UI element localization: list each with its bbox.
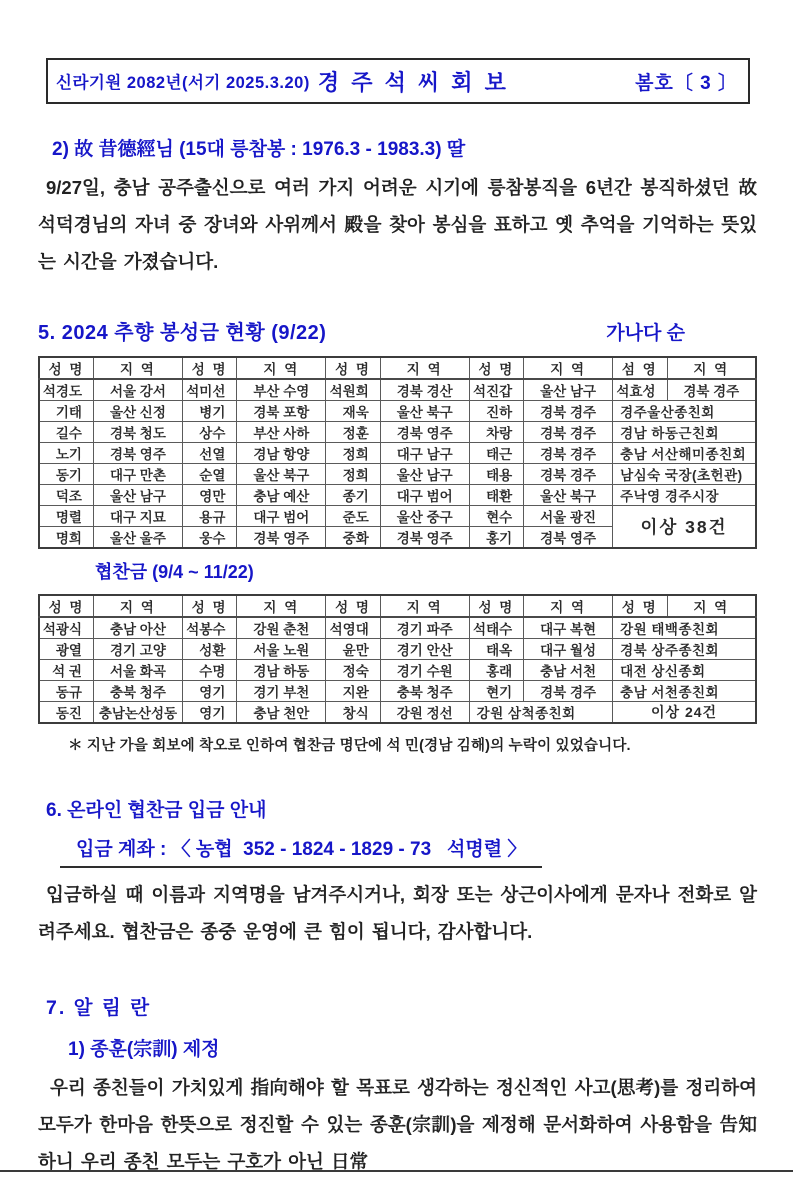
table-cell: 태근 <box>469 443 523 464</box>
section5-heading-row <box>38 316 757 345</box>
table-cell: 경북 경산 <box>380 379 469 401</box>
table-cell: 울산 울주 <box>93 527 182 549</box>
table-row <box>39 464 756 485</box>
table-cell: 선열 <box>182 443 236 464</box>
table-cell: 진하 <box>469 401 523 422</box>
table-cell: 경기 고양 <box>93 639 182 660</box>
table-cell: 대구 만촌 <box>93 464 182 485</box>
table-header-cell: 지 역 <box>237 357 326 379</box>
table-row <box>39 443 756 464</box>
bongseong-table <box>38 356 757 549</box>
table-cell: 홍기 <box>469 527 523 549</box>
table-header-cell: 지 역 <box>524 595 613 617</box>
table-cell: 경기 파주 <box>380 617 469 639</box>
masthead-era-date: 신라기원 2082년(서기 2025.3.20) <box>56 74 310 92</box>
table-cell: 대전 상신종회 <box>613 660 756 681</box>
table-cell: 경북 영주 <box>93 443 182 464</box>
table-cell: 중화 <box>326 527 380 549</box>
table-cell: 충북 청주 <box>380 681 469 702</box>
table-cell: 강원 춘천 <box>237 617 326 639</box>
table-cell: 충남 천안 <box>237 702 326 724</box>
table-header-cell: 성 명 <box>182 357 236 379</box>
table-header-cell: 지 역 <box>524 357 613 379</box>
table-cell: 울산 북구 <box>237 464 326 485</box>
table-cell: 강원 태백종친회 <box>613 617 756 639</box>
table-row <box>39 422 756 443</box>
masthead-issue-label: 봄호〔 3 〕 <box>635 72 738 94</box>
table-header-cell: 성 명 <box>39 357 93 379</box>
table-cell: 경북 영주 <box>237 527 326 549</box>
table-cell: 강원 정선 <box>380 702 469 724</box>
table-cell: 정훈 <box>326 422 380 443</box>
table-cell: 부산 수영 <box>237 379 326 401</box>
table-cell: 울산 중구 <box>380 506 469 527</box>
table-header-cell: 성 명 <box>326 357 380 379</box>
table-cell: 대구 범어 <box>237 506 326 527</box>
table-cell: 주낙영 경주시장 <box>613 485 756 506</box>
table-cell: 용규 <box>182 506 236 527</box>
table-cell: 길수 <box>39 422 93 443</box>
table-cell: 명희 <box>39 527 93 549</box>
table-cell: 정숙 <box>326 660 380 681</box>
section7-item1-title: 1) 종훈(宗訓) 제정 <box>68 1039 220 1060</box>
table-cell: 영기 <box>182 702 236 724</box>
table-cell: 충남 예산 <box>237 485 326 506</box>
table-header-cell: 성 명 <box>326 595 380 617</box>
table-cell: 경남 하동근친회 <box>613 422 756 443</box>
table-cell: 명렬 <box>39 506 93 527</box>
deposit-account-line: 입금 계좌 : 〈 농협 352 - 1824 - 1829 - 73 석명렬 〉 <box>60 834 542 868</box>
table-cell: 대구 지묘 <box>93 506 182 527</box>
table-cell: 창식 <box>326 702 380 724</box>
table-cell: 울산 북구 <box>524 485 613 506</box>
table-cell: 울산 남구 <box>524 379 613 401</box>
table-cell: 재욱 <box>326 401 380 422</box>
table-cell: 석봉수 <box>182 617 236 639</box>
table-header-cell: 성 명 <box>39 595 93 617</box>
table-cell: 경북 영주 <box>524 527 613 549</box>
table-cell: 준도 <box>326 506 380 527</box>
table-cell: 동진 <box>39 702 93 724</box>
table-cell: 울산 신정 <box>93 401 182 422</box>
table-row <box>39 617 756 639</box>
section7-title: 7. 알 림 란 <box>46 997 152 1019</box>
correction-note: ＊ 지난 가을 회보에 착오로 인하여 협찬금 명단에 석 민(경남 김해)의 누락이 있었습니다. <box>68 738 631 754</box>
table-cell: 울산 남구 <box>93 485 182 506</box>
table-row <box>39 485 756 506</box>
table-cell: 석 권 <box>39 660 93 681</box>
footer-rule <box>0 1170 793 1172</box>
table-row <box>39 681 756 702</box>
table-cell: 현기 <box>469 681 523 702</box>
table-cell: 지완 <box>326 681 380 702</box>
table-cell: 석효성 <box>613 379 667 401</box>
table-cell: 강원 삼척종친회 <box>469 702 612 724</box>
table-header-cell: 지 역 <box>380 595 469 617</box>
table-header-cell: 성 명 <box>613 595 667 617</box>
table-cell: 경북 포항 <box>237 401 326 422</box>
table-cell: 태환 <box>469 485 523 506</box>
table-row <box>39 702 756 724</box>
table-cell: 정희 <box>326 443 380 464</box>
table-row <box>39 660 756 681</box>
table-cell: 경북 경주 <box>524 443 613 464</box>
table-cell: 석경도 <box>39 379 93 401</box>
masthead <box>46 58 750 104</box>
table-cell: 충남 서산해미종친회 <box>613 443 756 464</box>
table-cell: 석태수 <box>469 617 523 639</box>
table-cell: 경북 영주 <box>380 527 469 549</box>
table-cell: 경기 수원 <box>380 660 469 681</box>
table-cell: 석광식 <box>39 617 93 639</box>
table-cell: 석미선 <box>182 379 236 401</box>
table-cell: 이상 38건 <box>613 506 756 549</box>
table-cell: 대구 월성 <box>524 639 613 660</box>
table-cell: 경북 경주 <box>524 464 613 485</box>
table-cell: 서울 화곡 <box>93 660 182 681</box>
section5-title: 5. 2024 추향 봉성금 현황 (9/22) <box>38 322 327 344</box>
table-cell: 남심숙 국장(초헌관) <box>613 464 756 485</box>
hyeopchan-subtitle: 협찬금 (9/4 ~ 11/22) <box>95 562 254 582</box>
table-cell: 정희 <box>326 464 380 485</box>
table-row <box>39 506 756 527</box>
table-cell: 윤만 <box>326 639 380 660</box>
table-row <box>39 595 756 617</box>
table-cell: 경북 영주 <box>380 422 469 443</box>
table-cell: 서울 광진 <box>524 506 613 527</box>
section6-title: 6. 온라인 협찬금 입금 안내 <box>46 800 267 821</box>
sort-order-label: 가나다 순 <box>606 323 685 344</box>
table-cell: 경북 경주 <box>524 681 613 702</box>
table-row <box>39 401 756 422</box>
table-cell: 대구 복현 <box>524 617 613 639</box>
table-cell: 서울 강서 <box>93 379 182 401</box>
table-row <box>39 379 756 401</box>
table-cell: 종기 <box>326 485 380 506</box>
table-cell: 경북 경주 <box>524 401 613 422</box>
table-header-cell: 지 역 <box>237 595 326 617</box>
table-header-cell: 지 역 <box>93 357 182 379</box>
table-cell: 경남 항양 <box>237 443 326 464</box>
table-header-cell: 성 명 <box>469 357 523 379</box>
table-cell: 석영대 <box>326 617 380 639</box>
table-cell: 상수 <box>182 422 236 443</box>
table-cell: 현수 <box>469 506 523 527</box>
table-header-cell: 섬 영 <box>613 357 667 379</box>
table-header-cell: 성 명 <box>469 595 523 617</box>
table-cell: 충남 아산 <box>93 617 182 639</box>
table-cell: 수명 <box>182 660 236 681</box>
table-cell: 영만 <box>182 485 236 506</box>
table-header-cell: 성 명 <box>182 595 236 617</box>
table-cell: 영기 <box>182 681 236 702</box>
table-cell: 동규 <box>39 681 93 702</box>
table-cell: 경북 청도 <box>93 422 182 443</box>
table-cell: 울산 남구 <box>380 464 469 485</box>
table-cell: 울산 북구 <box>380 401 469 422</box>
table-cell: 홍래 <box>469 660 523 681</box>
section2-body: 9/27일, 충남 공주출신으로 여러 가지 어려운 시기에 릉참봉직을 6년간 봉직하셨던 故 석덕경님의 자녀 중 장녀와 사위께서 殿을 찾아 봉심을 표하고 옛 추억을 기억하는 뜻있는 시간을 가졌습니다. <box>38 177 757 272</box>
table-cell: 노기 <box>39 443 93 464</box>
table-row <box>39 357 756 379</box>
table-cell: 충남 서천종친회 <box>613 681 756 702</box>
table-cell: 석진갑 <box>469 379 523 401</box>
table-cell: 병기 <box>182 401 236 422</box>
hyeopchan-table <box>38 594 757 724</box>
table-cell: 동기 <box>39 464 93 485</box>
table-cell: 차랑 <box>469 422 523 443</box>
section7-body: 우리 종친들이 가치있게 指向해야 할 목표로 생각하는 정신적인 사고(思考)를 정리하여 모두가 한마음 한뜻으로 정진할 수 있는 종훈(宗訓)을 제정해 문서화하여 사용함을 告知하니 우리 종친 모두는 구호가 아닌 日常 <box>38 1077 757 1172</box>
table-header-cell: 지 역 <box>93 595 182 617</box>
table-cell: 충남논산성동 <box>93 702 182 724</box>
table-cell: 기태 <box>39 401 93 422</box>
table-header-cell: 지 역 <box>667 595 756 617</box>
table-cell: 웅수 <box>182 527 236 549</box>
table-cell: 태용 <box>469 464 523 485</box>
table-header-cell: 지 역 <box>380 357 469 379</box>
table-cell: 이상 24건 <box>613 702 756 724</box>
table-cell: 경기 안산 <box>380 639 469 660</box>
table-cell: 광열 <box>39 639 93 660</box>
table-cell: 성환 <box>182 639 236 660</box>
table-cell: 충북 청주 <box>93 681 182 702</box>
table-cell: 서울 노원 <box>237 639 326 660</box>
newsletter-page <box>0 58 793 1180</box>
table-cell: 덕조 <box>39 485 93 506</box>
section6-body: 입금하실 때 이름과 지역명을 남겨주시거나, 회장 또는 상근이사에게 문자나 전화로 알려주세요. 협찬금은 종중 운영에 큰 힘이 됩니다, 감사합니다. <box>38 884 757 942</box>
table-cell: 석원희 <box>326 379 380 401</box>
table-cell: 충남 서천 <box>524 660 613 681</box>
table-cell: 경북 경주 <box>524 422 613 443</box>
table-cell: 태옥 <box>469 639 523 660</box>
table-cell: 대구 남구 <box>380 443 469 464</box>
table-cell: 대구 범어 <box>380 485 469 506</box>
table-cell: 경주울산종친회 <box>613 401 756 422</box>
section2-title: 2) 故 昔德經님 (15대 릉참봉 : 1976.3 - 1983.3) 딸 <box>52 139 466 160</box>
table-row <box>39 639 756 660</box>
table-cell: 경남 하동 <box>237 660 326 681</box>
table-header-cell: 지 역 <box>667 357 756 379</box>
table-cell: 경기 부천 <box>237 681 326 702</box>
table-cell: 경북 경주 <box>667 379 756 401</box>
table-cell: 순열 <box>182 464 236 485</box>
masthead-title: 경 주 석 씨 회 보 <box>317 69 509 95</box>
table-cell: 경북 상주종친회 <box>613 639 756 660</box>
table-cell: 부산 사하 <box>237 422 326 443</box>
